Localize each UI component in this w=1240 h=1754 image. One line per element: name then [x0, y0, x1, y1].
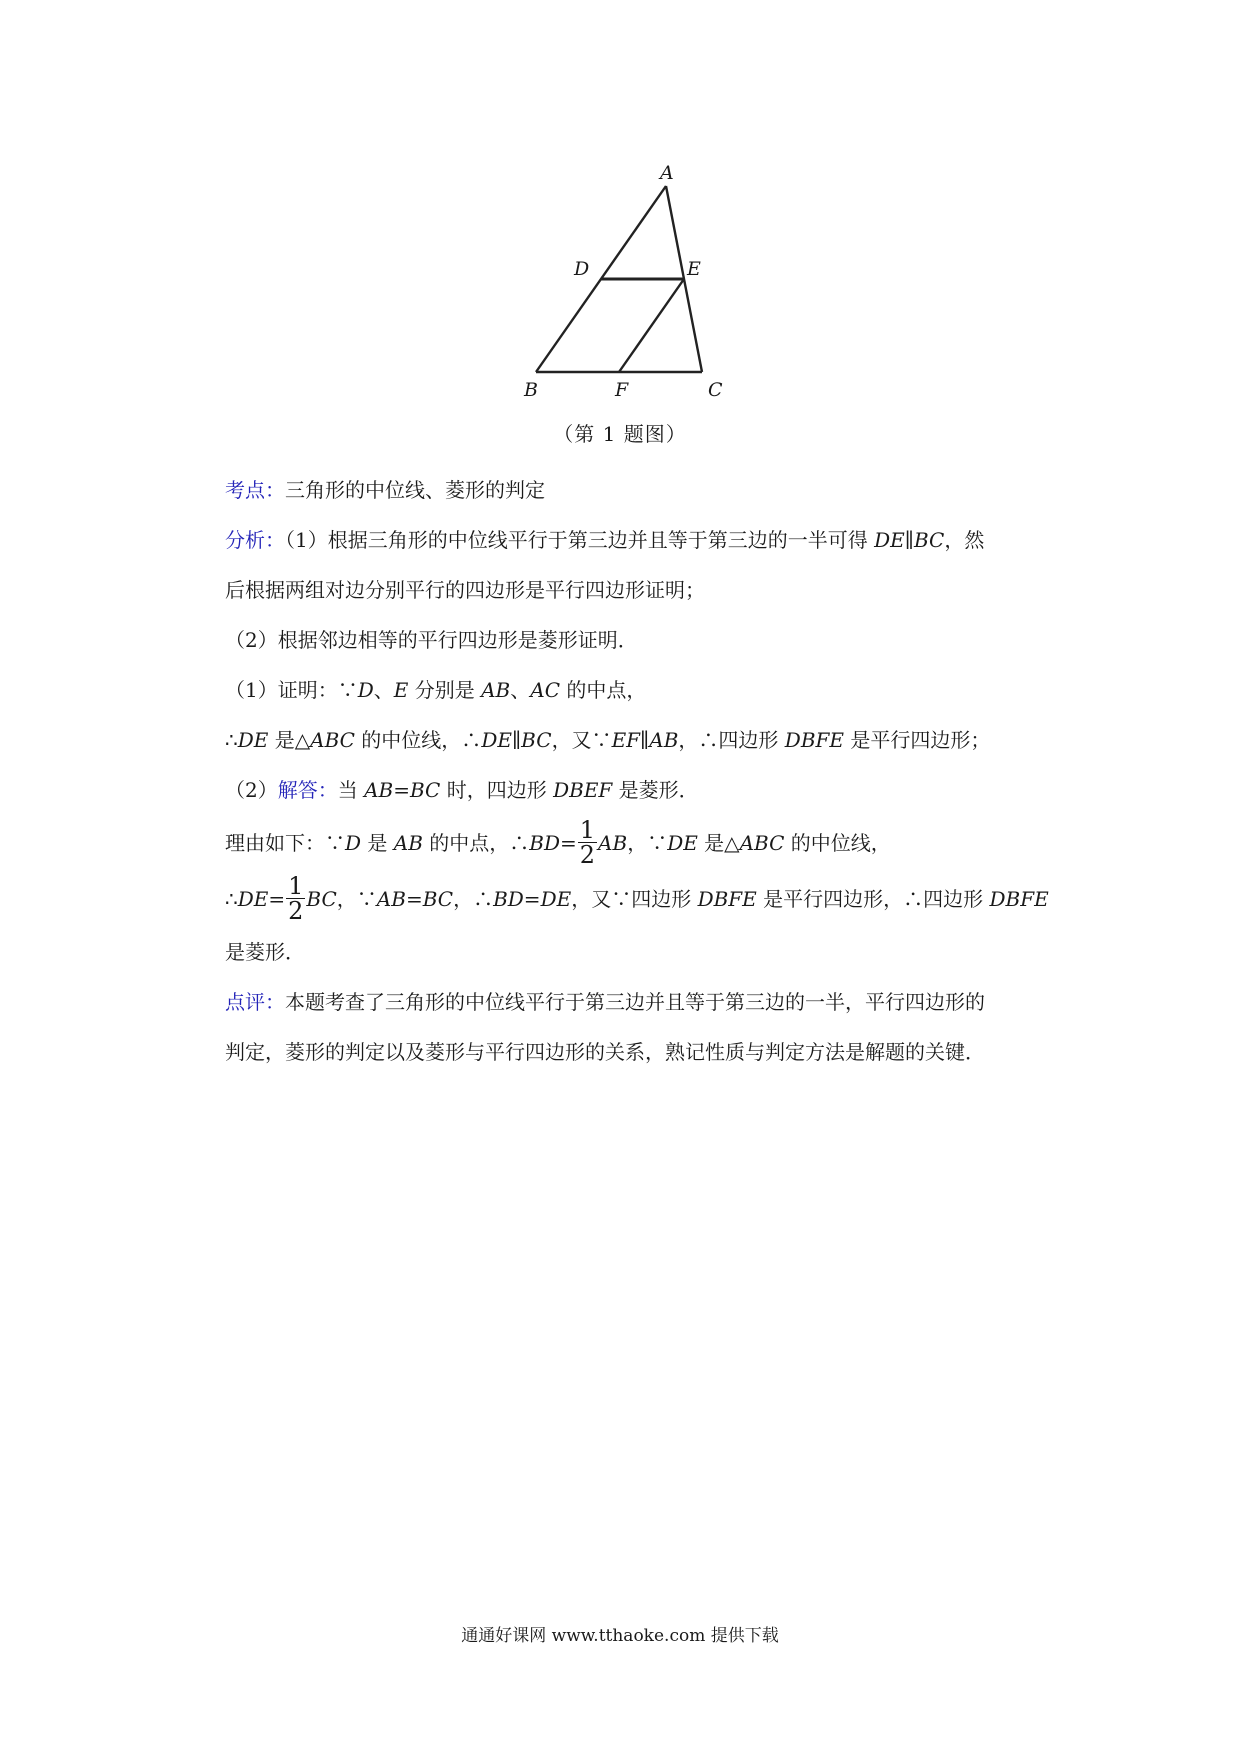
proof1b-g: ，又∵	[551, 728, 612, 752]
reason1-g: AB	[598, 831, 628, 855]
jieda-e: DBEF	[553, 778, 613, 802]
reason1-f: BD=	[529, 831, 577, 855]
fraction-denominator-2: 2	[288, 897, 304, 925]
reason2-f: ，∴	[453, 887, 494, 911]
proof1b-k: 是平行四边形；	[844, 728, 991, 752]
reason-line-1	[225, 815, 1055, 871]
proof1-a: （1）证明：∵	[225, 678, 358, 702]
fenxi-label: 分析：	[225, 528, 285, 552]
jieda-a: （2）	[225, 778, 278, 802]
fraction-one-half-2	[286, 874, 305, 923]
reason2-d: ，∵	[336, 887, 377, 911]
reason1-k: ABC	[739, 831, 785, 855]
reason1-d: AB	[393, 831, 423, 855]
jieda-c: AB=BC	[364, 778, 441, 802]
fraction-one-half	[578, 818, 597, 867]
proof1b-d: ABC	[310, 728, 355, 752]
dianping-text-1: 本题考查了三角形的中位线平行于第三边并且等于第三边的一半，平行四边形的	[285, 990, 985, 1014]
label-c: C	[708, 379, 723, 401]
dianping-line-2: 判定，菱形的判定以及菱形与平行四边形的关系，熟记性质与判定方法是解题的关键．	[225, 1040, 985, 1064]
reason1-h: ，∵	[627, 831, 668, 855]
reason2-c: BC	[306, 887, 337, 911]
proof1-i: 的中点，	[560, 678, 647, 702]
reason1-l: 的中位线，	[784, 831, 891, 855]
proof-line-1	[225, 665, 1055, 715]
proof1b-h: EF∥AB	[611, 728, 679, 752]
label-d: D	[574, 258, 590, 280]
segment-ef	[619, 279, 684, 372]
page-footer: 通通好课网 www.tthaoke.com 提供下载	[461, 1626, 779, 1646]
fenxi-line-2: 后根据两组对边分别平行的四边形是平行四边形证明；	[225, 578, 705, 602]
proof1-g: 、	[510, 678, 531, 702]
label-a: A	[660, 162, 674, 184]
reason1-b: D	[345, 831, 362, 855]
reason2-k: DBFE	[989, 887, 1049, 911]
proof1-h: AC	[530, 678, 560, 702]
reason2-i: DBFE	[697, 887, 757, 911]
fraction-numerator: 1	[579, 816, 596, 844]
fenxi-text-1c: ，然	[944, 528, 985, 552]
kaodian-text: 三角形的中位线、菱形的判定	[285, 478, 545, 502]
reason-line-2	[225, 871, 1055, 927]
reason1-j: 是△	[697, 831, 740, 855]
reason1-c: 是	[361, 831, 394, 855]
proof1b-c: 是△	[268, 728, 311, 752]
fenxi-math-1: DE∥BC	[874, 528, 945, 552]
figure-caption: （第 1 题图）	[553, 422, 687, 446]
solution-content	[225, 465, 1055, 1077]
label-f: F	[615, 379, 629, 401]
fraction-denominator: 2	[579, 841, 596, 869]
proof1b-j: DBFE	[784, 728, 844, 752]
jieda-f: 是菱形．	[612, 778, 699, 802]
reason2-g: BD=DE	[493, 887, 572, 911]
label-b: B	[524, 379, 538, 401]
dianping-line-1	[225, 977, 1055, 1027]
jieda-d: 时，四边形	[440, 778, 554, 802]
label-e: E	[687, 258, 701, 280]
reason2-j: 是平行四边形，∴四边形	[756, 887, 990, 911]
reason1-i: DE	[667, 831, 698, 855]
fenxi-line-3: （2）根据邻边相等的平行四边形是菱形证明．	[225, 628, 638, 652]
reason2-a: ∴	[225, 887, 238, 911]
proof1b-i: ，∴四边形	[678, 728, 785, 752]
proof1b-e: 的中位线，∴	[354, 728, 482, 752]
reason2-e: AB=BC	[376, 887, 454, 911]
triangle-diagram	[500, 160, 800, 410]
jieda-b: 当	[337, 778, 365, 802]
fraction-numerator-2: 1	[288, 872, 304, 900]
fenxi-text-1a: （1）根据三角形的中位线平行于第三边并且等于第三边的一半可得	[285, 528, 875, 552]
proof1-b: D	[357, 678, 374, 702]
proof-line-2	[225, 715, 1055, 765]
reason1-a: 理由如下：∵	[225, 831, 345, 855]
jieda-line	[225, 765, 1055, 815]
proof1-d: E	[393, 678, 409, 702]
reason1-e: 的中点，∴	[422, 831, 530, 855]
proof1b-b: DE	[237, 728, 269, 752]
proof1b-f: DE∥BC	[481, 728, 552, 752]
proof1b-a: ∴	[225, 728, 238, 752]
kaodian-label: 考点：	[225, 478, 285, 502]
reason2-h: ，又∵四边形	[571, 887, 698, 911]
proof1-e: 分别是	[408, 678, 482, 702]
kaodian-line	[225, 465, 1055, 515]
reason-line-3: 是菱形．	[225, 940, 305, 964]
dianping-label: 点评：	[225, 990, 285, 1014]
triangle-figure	[500, 160, 800, 410]
proof1-f: AB	[481, 678, 511, 702]
fenxi-line-1	[225, 515, 1055, 565]
proof1-c: 、	[373, 678, 394, 702]
jieda-label: 解答：	[277, 778, 338, 802]
reason2-b: DE=	[237, 887, 286, 911]
